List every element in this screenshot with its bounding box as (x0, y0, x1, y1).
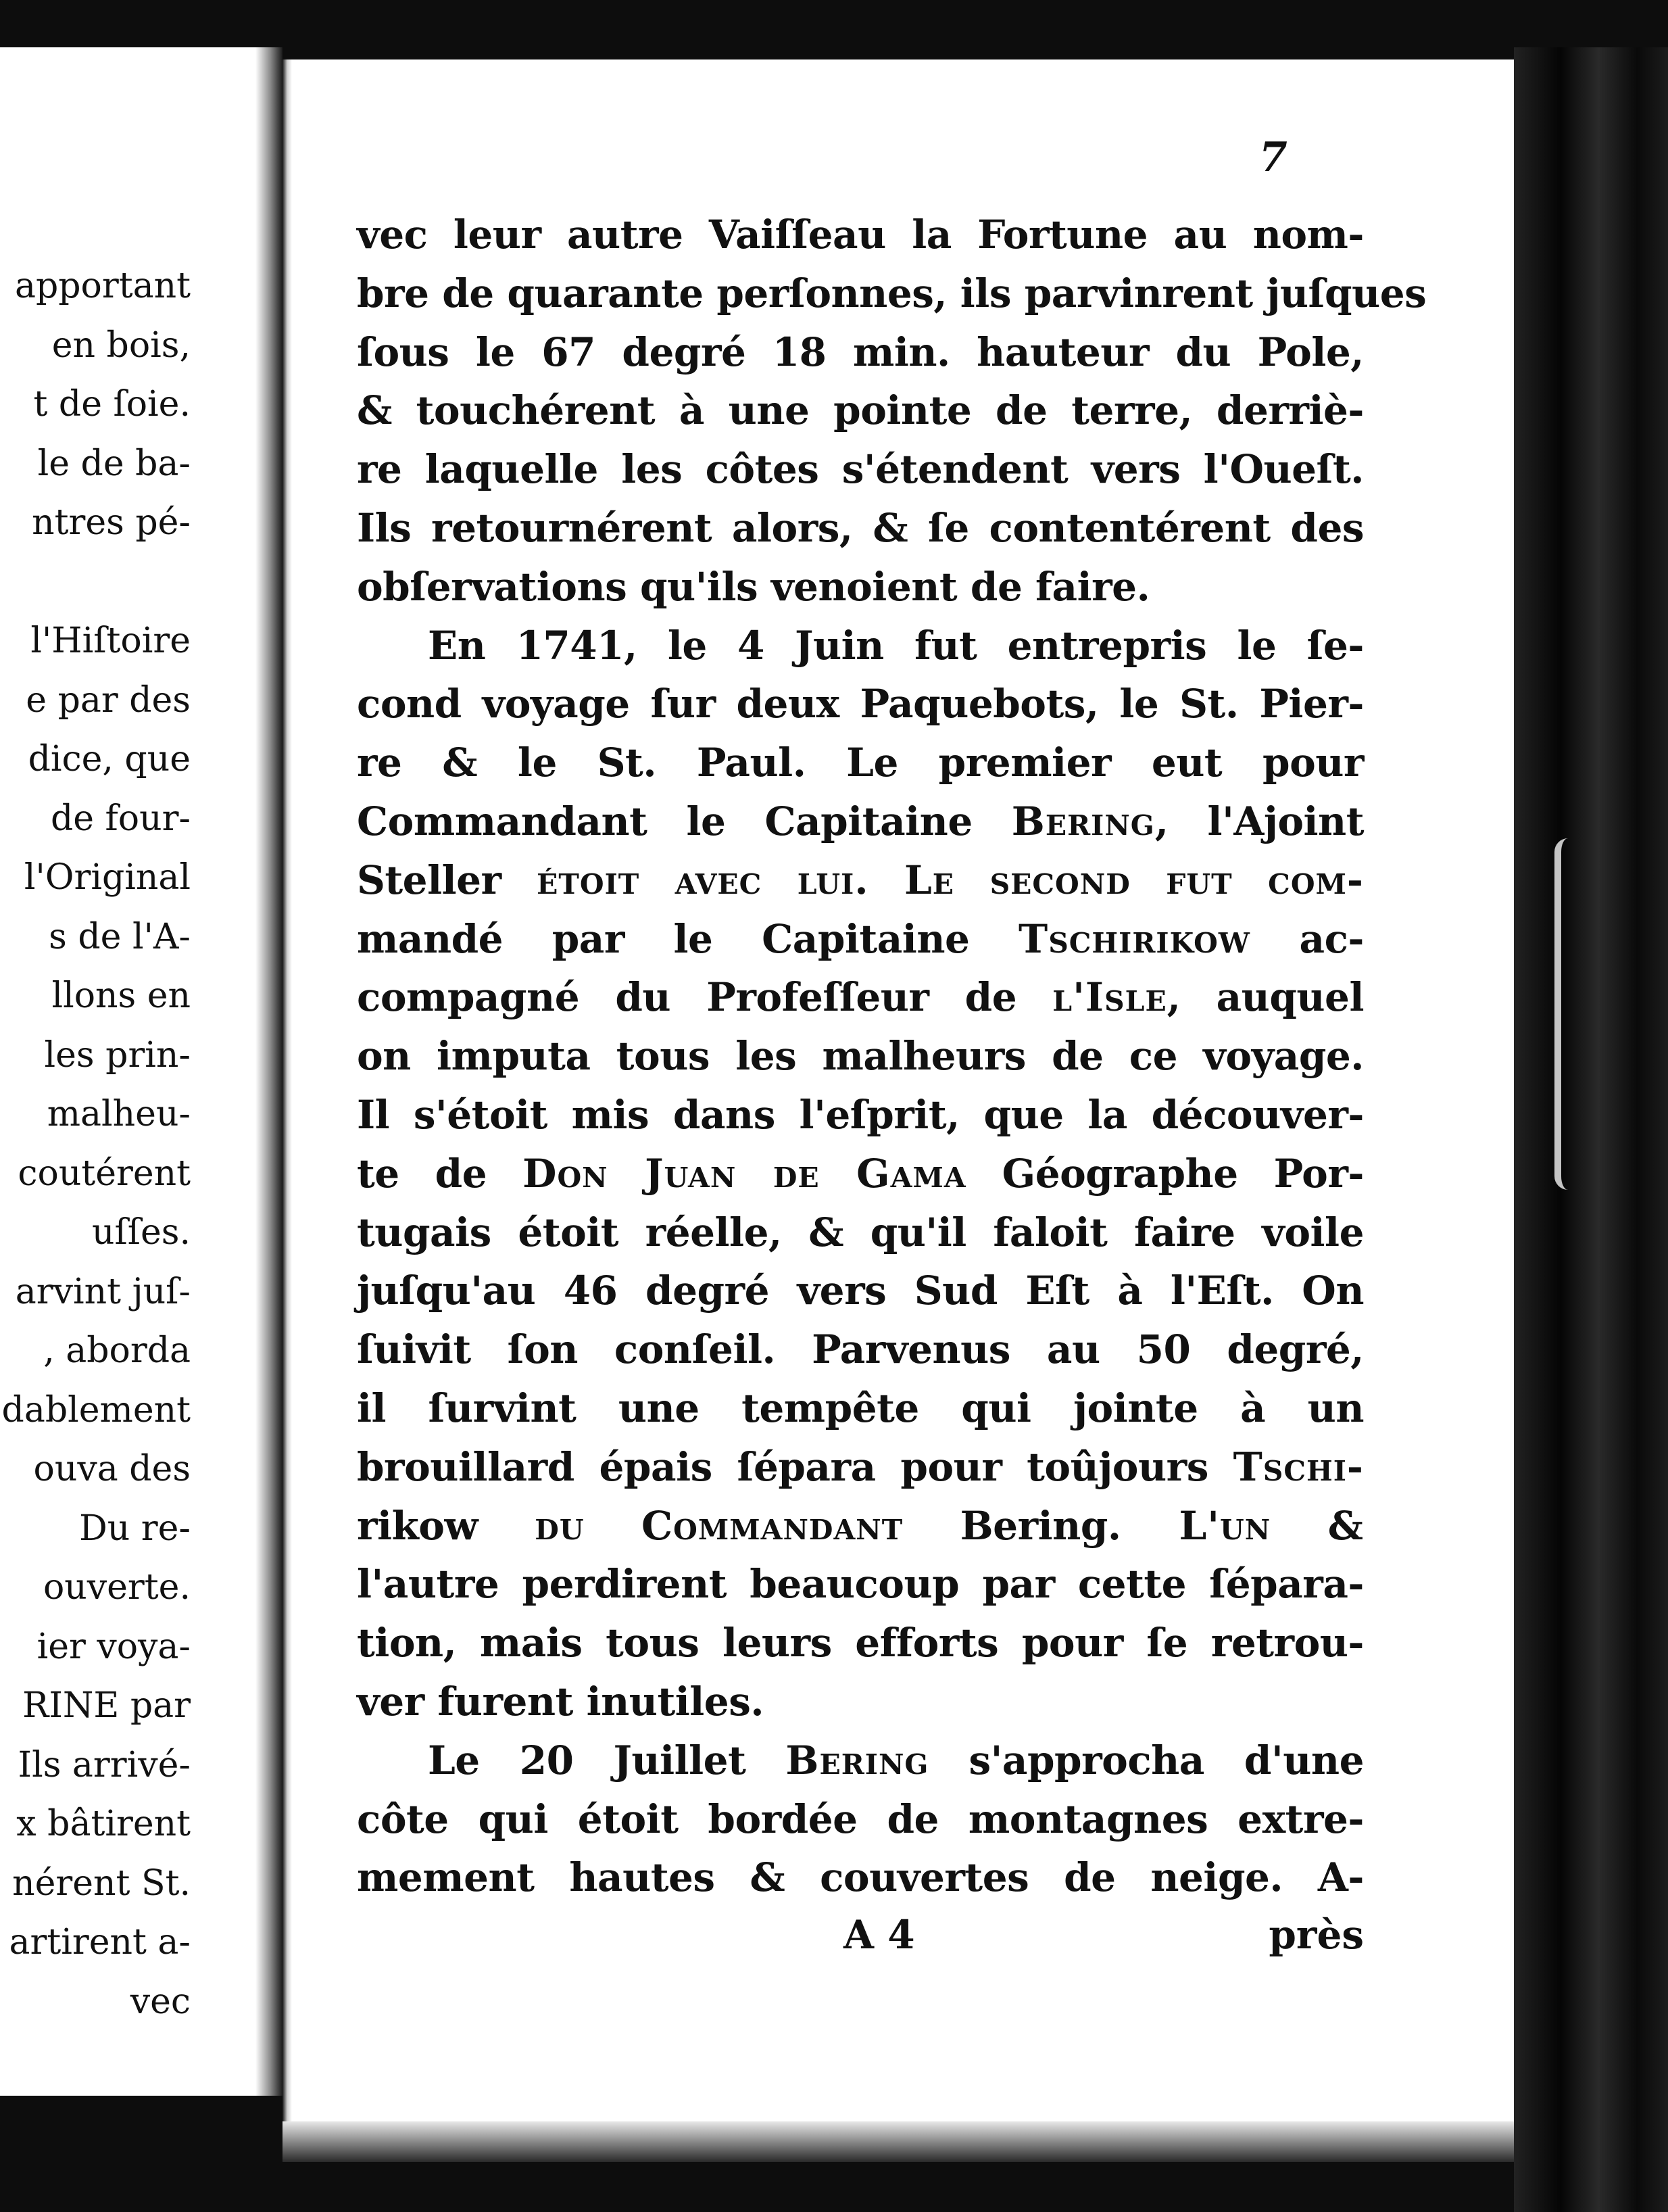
left-line: uſſes. (92, 1212, 191, 1253)
proper-name: du Commandant (477, 1502, 960, 1549)
left-line: malheu- (47, 1094, 191, 1134)
text-line (357, 1086, 1364, 1145)
text-line (357, 381, 1364, 440)
text-line (357, 1379, 1364, 1438)
text-line (357, 1203, 1364, 1262)
proper-name: Don Juan de Gama (522, 1150, 966, 1197)
proper-name: l'Isle (1052, 974, 1167, 1021)
text-line (357, 1673, 1364, 1731)
left-line: t de ſoie. (33, 384, 191, 425)
left-line: ier voya- (36, 1626, 191, 1667)
text-run: Steller (357, 857, 501, 903)
proper-name: Tschi- (1233, 1443, 1364, 1490)
text-line (357, 617, 1364, 675)
text-run: juſqu'au 46 degré vers Sud Eſt à l'Eſt. On (357, 1268, 1364, 1314)
text-run: tugais étoit réelle, & qu'il faloit faire voile (357, 1209, 1364, 1255)
left-line: de four- (50, 798, 191, 839)
text-run: Bering (960, 1502, 1108, 1549)
left-line: vec (130, 1981, 191, 2022)
page-number: 7 (1259, 134, 1287, 181)
text-line (357, 206, 1364, 264)
page-footer (357, 1912, 1364, 1973)
left-line: ouverte. (43, 1567, 191, 1608)
text-run: obſervations qu'ils venoient de faire. (357, 563, 1150, 610)
text-run: on imputa tous les malheurs de ce voyage. (357, 1033, 1364, 1080)
text-line (357, 1027, 1364, 1086)
text-line (357, 1848, 1364, 1907)
left-line: coutérent (18, 1153, 191, 1194)
right-page (283, 59, 1527, 2121)
proper-name: étoit avec lui. Le ſecond fut com- (501, 857, 1364, 903)
text-line (357, 675, 1364, 734)
catchword: près (1269, 1912, 1364, 1958)
proper-name: Tschirikow (1019, 915, 1250, 962)
proper-name: . L'un & (1107, 1502, 1364, 1549)
left-line (0, 553, 191, 612)
left-line: x bâtirent (16, 1804, 191, 1844)
text-run: Le 20 Juillet (428, 1737, 786, 1783)
left-line: dice, que (28, 739, 191, 779)
text-run: Commandant le Capitaine (357, 798, 1012, 844)
text-run: côte qui étoit bordée de montagnes extre- (357, 1796, 1364, 1842)
text-line (357, 1145, 1364, 1203)
left-line: nérent St. (12, 1862, 191, 1904)
proper-name: Bering (1011, 798, 1155, 844)
left-line: les prin- (44, 1034, 191, 1076)
text-line (357, 1438, 1364, 1497)
text-line (357, 1261, 1364, 1320)
text-line (357, 851, 1364, 910)
text-line (357, 910, 1364, 969)
text-run: tion, mais tous leurs efforts pour ſe retrou- (357, 1620, 1364, 1666)
text-run: Géographe Por- (966, 1150, 1364, 1197)
text-run: & touchérent à une pointe de terre, derriè- (357, 387, 1364, 434)
text-run: il ſurvint une tempête qui jointe à un (357, 1385, 1364, 1431)
text-run: re & le St. Paul. Le premier eut pour (357, 740, 1364, 786)
left-line: e par des (26, 679, 191, 721)
text-run: te de (357, 1150, 523, 1197)
text-run: ſuivit ſon conſeil. Parvenus au 50 degré, (357, 1326, 1364, 1373)
text-line (357, 1320, 1364, 1379)
text-line (357, 264, 1427, 323)
text-run: l'autre perdirent beaucoup par cette ſépara- (357, 1561, 1364, 1608)
left-line: Du re- (79, 1508, 191, 1549)
text-run: re laquelle les côtes s'étendent vers l'Oueſt. (357, 446, 1364, 493)
text-run: rikow (357, 1502, 478, 1549)
text-line (357, 558, 1364, 617)
text-line (357, 1555, 1364, 1614)
text-run: brouillard épais ſépara pour toûjours (357, 1443, 1233, 1490)
text-line (357, 1497, 1364, 1556)
text-line (357, 968, 1364, 1027)
left-line: s de l'A- (49, 916, 191, 957)
text-run: s'approcha d'une (929, 1737, 1364, 1783)
text-line (357, 499, 1364, 558)
text-run: mandé par le Capitaine (357, 915, 1019, 962)
left-page (0, 47, 278, 2096)
signature-mark: A 4 (843, 1912, 915, 1958)
left-line: dablement (1, 1389, 191, 1430)
text-run: ſous le 67 degré 18 min. hauteur du Pole, (357, 329, 1364, 375)
text-run: Il s'étoit mis dans l'eſprit, que la découver- (357, 1091, 1364, 1138)
left-line: apportant (14, 266, 191, 306)
text-run: mement hautes & couvertes de neige. A- (357, 1854, 1364, 1901)
left-line: arvint juſ- (15, 1271, 191, 1312)
text-run: ac- (1250, 915, 1365, 962)
left-line: en bois, (51, 324, 191, 366)
left-line: llons en (51, 976, 191, 1016)
left-line: , aborda (43, 1330, 191, 1371)
left-line: l'Hiſtoire (30, 621, 191, 661)
left-line: ntres pé- (32, 502, 191, 543)
text-line (357, 1614, 1364, 1673)
text-run: vec leur autre Vaiſſeau la Fortune au nom- (357, 212, 1364, 258)
text-run: , l'Ajoint (1154, 798, 1364, 844)
text-run: En 1741, le 4 Juin fut entrepris le ſe- (428, 622, 1364, 669)
text-line (357, 323, 1364, 382)
proper-name: Bering (785, 1737, 929, 1783)
gutter-shadow (255, 47, 283, 2096)
text-line (357, 1731, 1364, 1790)
text-run: Ils retournérent alors, & ſe contentérent des (357, 504, 1364, 551)
binding-mark (1554, 838, 1609, 1190)
text-run: compagné du Profeſſeur de (357, 974, 1053, 1021)
text-line (357, 440, 1364, 499)
left-line: l'Original (24, 857, 191, 898)
text-run: bre de quarante perſonnes, ils parvinrent juſques (357, 270, 1427, 316)
text-line (357, 1790, 1364, 1849)
left-line: ouva des (33, 1449, 191, 1489)
text-run: cond voyage ſur deux Paquebots, le St. Pier- (357, 681, 1364, 727)
text-run: , auquel (1167, 974, 1364, 1021)
text-line (357, 734, 1364, 792)
text-line (357, 792, 1364, 851)
left-line: Ils arrivé- (18, 1744, 191, 1785)
left-line: le de ba- (37, 443, 191, 484)
left-line: artirent a- (9, 1922, 191, 1963)
page-bottom-edge (283, 2121, 1514, 2162)
left-line: RINE par (22, 1685, 191, 1726)
text-run: ver furent inutiles. (357, 1678, 764, 1725)
left-page-text (0, 257, 191, 2031)
body-text (357, 206, 1427, 1907)
